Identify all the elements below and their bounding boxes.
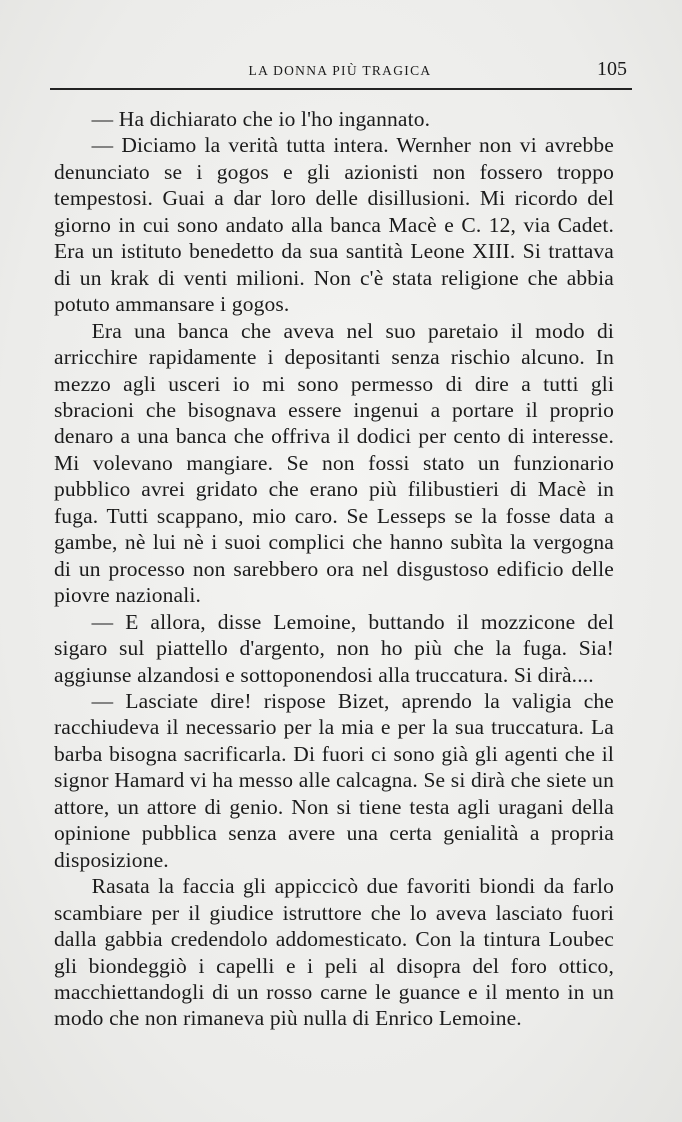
paragraph: — Diciamo la verità tutta intera. Wernher non vi avrebbe denunciato se i gogos e gli azionisti non fossero troppo tempestosi. Guai a dar loro delle disillusioni. Mi ricordo del giorno in cui sono andato alla banca Macè e C. 12, via Cadet. Era un istituto benedetto da sua santità Leone XIII. Si trattava di un krak di venti milioni. Non c'è stata religione che abbia potuto ammansare i gogos. <box>54 133 614 317</box>
page-header <box>50 58 630 86</box>
paragraph: — Lasciate dire! rispose Bizet, aprendo la valigia che racchiudeva il necessario per la mia e per la sua truccatura. La barba bisogna sacrificarla. Di fuori ci sono già gli agenti che il signor Hamard vi ha messo alle calcagna. Se si dirà che siete un attore, un attore di genio. Non si tiene testa agli uragani della opinione pubblica senza avere una certa genialità a propria disposizione. <box>54 688 614 872</box>
paragraph: — E allora, disse Lemoine, buttando il mozzicone del sigaro sul piattello d'argento, non ho più che la fuga. Sia! aggiunse alzandosi e sottoponendosi alla truccatura. Si dirà.... <box>54 609 614 687</box>
header-rule <box>50 88 632 90</box>
paragraph: — Ha dichiarato che io l'ho ingannato. <box>91 107 431 131</box>
body-text <box>54 106 614 1032</box>
running-title: LA DONNA PIÙ TRAGICA <box>248 63 432 78</box>
page-number: 105 <box>597 58 627 80</box>
paragraph: Rasata la faccia gli appiccicò due favoriti biondi da farlo scambiare per il giudice istruttore che lo aveva lasciato fuori dalla gabbia credendolo addomesticato. Con la tintura Loubec gli biondeggiò i capelli e i peli al disopra del foro ottico, macchiettandogli di un rosso carne le guance e il mento in un modo che non rimaneva più nulla di Enrico Lemoine. <box>54 874 614 1031</box>
paragraph: Era una banca che aveva nel suo paretaio il modo di arricchire rapidamente i depositanti senza rischio alcuno. In mezzo agli usceri io mi sono permesso di dire a tutti gli sbracioni che bisognava essere ingenui a portare il proprio denaro a una banca che offriva il dodici per cento di interesse. Mi volevano mangiare. Se non fossi stato un funzionario pubblico avrei gridato che erano più filibustieri di Macè in fuga. Tutti scappano, mio caro. Se Lesseps se la fosse data a gambe, nè lui nè i suoi complici che hanno subìta la vergogna di un processo non sarebbero ora nel disgustoso edificio delle piovre nazionali. <box>54 318 614 608</box>
